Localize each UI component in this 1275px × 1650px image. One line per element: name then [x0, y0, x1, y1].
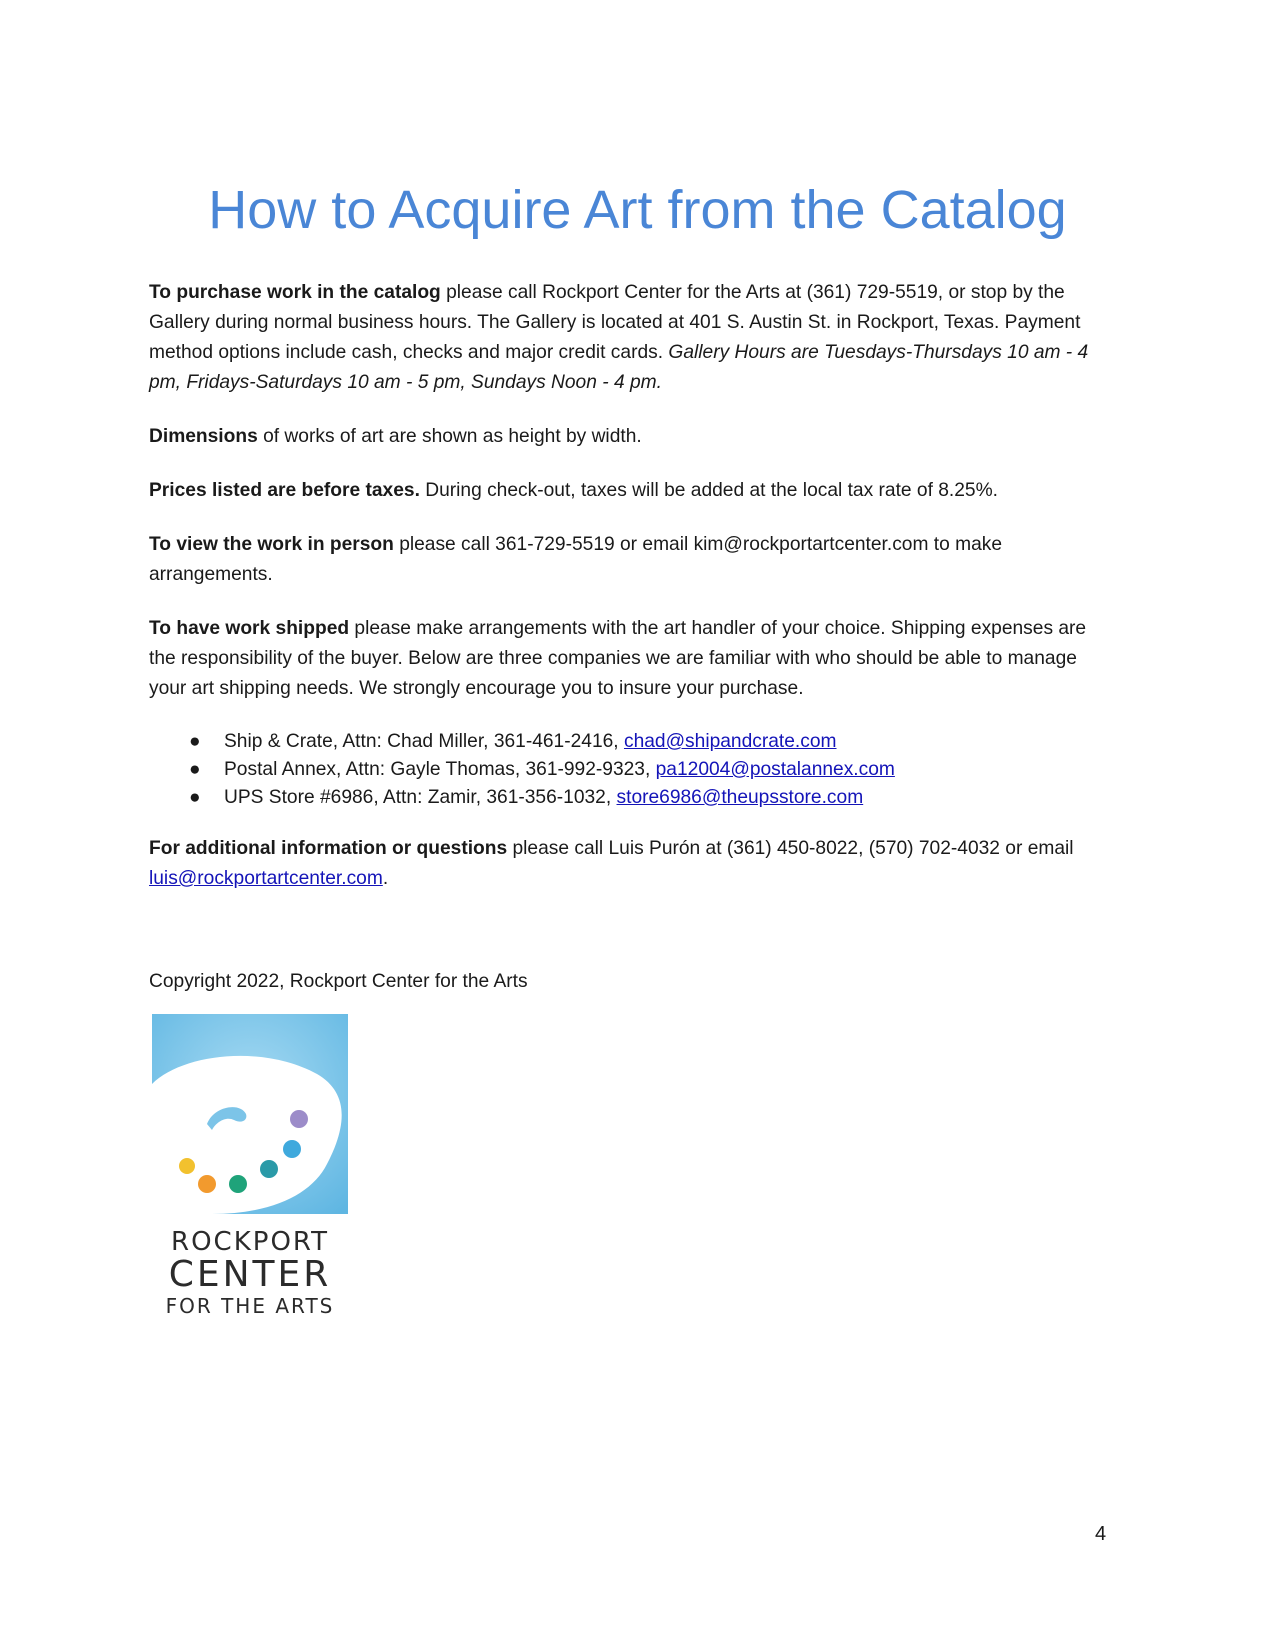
prices-text: During check-out, taxes will be added at the local tax rate of 8.25%.	[419, 480, 998, 501]
view-lead: To view the work in person	[149, 534, 394, 555]
shipper-text: UPS Store #6986, Attn: Zamir, 361-356-1032,	[224, 787, 617, 808]
list-item	[149, 756, 1109, 784]
purchase-paragraph	[149, 278, 1109, 398]
logo-line-rockport: ROCKPORT	[171, 1227, 329, 1257]
logo-wordmark	[152, 1228, 348, 1318]
page-number: 4	[1095, 1523, 1107, 1545]
prices-paragraph	[149, 476, 1109, 506]
bullet-icon: ●	[189, 787, 201, 808]
logo-line-center: CENTER	[168, 1254, 332, 1295]
palette-icon	[152, 1014, 348, 1214]
orange-paint-dot	[198, 1175, 216, 1193]
info-email-link[interactable]: luis@rockportartcenter.com	[149, 868, 383, 889]
purchase-text: please call Rockport Center for the Arts at (361) 729-5519, or stop by the Gallery during normal business hours. The Gallery is located at 401 S. Austin St. in Rockport, Texas. Payment method options include cash, checks and major credit cards.	[149, 282, 1081, 363]
dimensions-text: of works of art are shown as height by width.	[257, 426, 642, 447]
list-item	[149, 784, 1109, 812]
green-paint-dot	[229, 1175, 247, 1193]
shipper-email-link[interactable]: pa12004@postalannex.com	[655, 759, 895, 780]
shipper-list	[149, 728, 1109, 812]
copyright-notice: Copyright 2022, Rockport Center for the Arts	[149, 971, 528, 992]
yellow-paint-dot	[179, 1158, 195, 1174]
blue-paint-dot	[283, 1140, 301, 1158]
gallery-hours: Gallery Hours are Tuesdays-Thursdays 10 am - 4 pm, Fridays-Saturdays 10 am - 5 pm, Sundays Noon - 4 pm.	[149, 342, 1089, 393]
view-paragraph	[149, 530, 1109, 590]
dimensions-lead: Dimensions	[149, 426, 258, 447]
shipper-email-link[interactable]: chad@shipandcrate.com	[623, 731, 837, 752]
page-title: How to Acquire Art from the Catalog	[208, 180, 1067, 240]
purple-paint-dot	[290, 1110, 308, 1128]
shipper-text: Ship & Crate, Attn: Chad Miller, 361-461-2416,	[224, 731, 624, 752]
logo-line-arts: FOR THE ARTS	[165, 1294, 335, 1318]
shipper-email-link[interactable]: store6986@theupsstore.com	[616, 787, 864, 808]
teal-paint-dot	[260, 1160, 278, 1178]
view-text: please call 361-729-5519 or email kim@rockportartcenter.com to make arrangements.	[149, 534, 1003, 585]
bullet-icon: ●	[189, 759, 201, 780]
rockport-logo	[152, 1014, 348, 1318]
shipper-text: Postal Annex, Attn: Gayle Thomas, 361-992-9323,	[224, 759, 656, 780]
shipping-lead: To have work shipped	[149, 618, 350, 639]
dimensions-paragraph	[149, 422, 1109, 452]
bullet-icon: ●	[189, 731, 201, 752]
info-paragraph	[149, 834, 1109, 894]
shipping-paragraph	[149, 614, 1109, 704]
prices-lead: Prices listed are before taxes.	[149, 480, 420, 501]
info-end: .	[382, 868, 389, 889]
document-body	[149, 278, 1109, 918]
purchase-lead: To purchase work in the catalog	[149, 282, 441, 303]
list-item	[149, 728, 1109, 756]
info-text: please call Luis Purón at (361) 450-8022, (570) 702-4032 or email	[507, 838, 1074, 859]
shipping-text: please make arrangements with the art handler of your choice. Shipping expenses are the responsibility of the buyer. Below are three companies we are familiar with who should be able to manage your art shipping needs. We strongly encourage you to insure your purchase.	[149, 618, 1087, 699]
info-lead: For additional information or questions	[149, 838, 508, 859]
